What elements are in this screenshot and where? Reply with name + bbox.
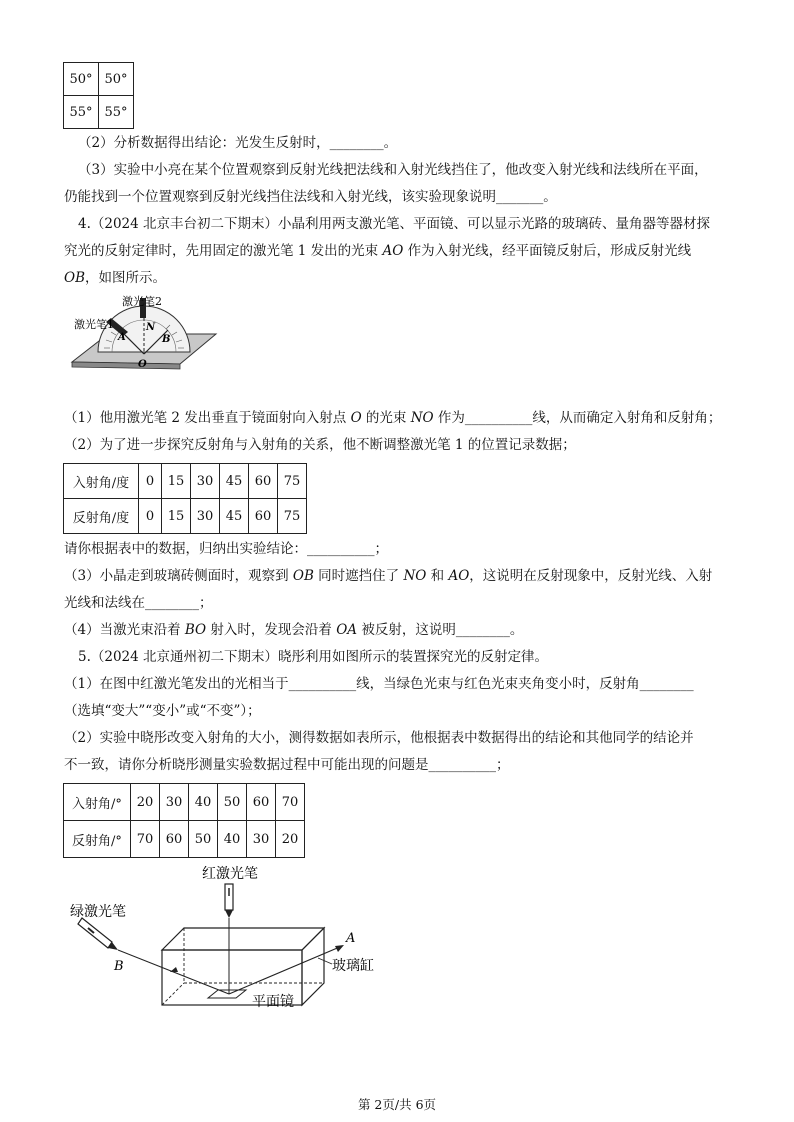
q4-reflection-figure [66,292,226,384]
table-row [64,464,307,499]
table-cell: 30 [247,821,276,858]
q4-angle-table [63,463,307,534]
q4-intro-line3: OB，如图所示。 [64,270,166,286]
table-cell: 50° [64,63,99,96]
table-cell: 20 [276,821,305,858]
table-cell: 70 [131,821,160,858]
q4-part2: （2）为了进一步探究反射角与入射角的关系，他不断调整激光笔 1 的位置记录数据； [64,437,576,453]
q5-part1-line2: （选填“变大”“变小”或“不变”）； [64,703,261,719]
table-cell: 15 [162,499,191,534]
label-B: B [162,334,171,345]
q4-part4: （4）当激光束沿着 BO 射入时，发现会沿着 OA 被反射，这说明________。 [64,622,524,638]
label-pen1: 激光笔1 [74,318,114,331]
table-cell: 55° [64,96,99,129]
table-cell: 45 [220,464,249,499]
q3-part3-line1: （3）实验中小亮在某个位置观察到反射光线把法线和入射光线挡住了，他改变入射光线和法线所在平面， [78,162,708,178]
table-row [64,499,307,534]
table-cell: 60 [247,784,276,821]
q4-part1: （1）他用激光笔 2 发出垂直于镜面射向入射点 O 的光束 NO 作为__________线，从而确定入射角和反射角； [64,410,722,426]
table-row [64,96,134,129]
q4-intro-line2: 究光的反射定律时，先用固定的激光笔 1 发出的光束 AO 作为入射光线，经平面镜反射后，形成反射光线 [64,243,692,259]
table-cell: 50° [99,63,134,96]
q4-part3-line2: 光线和法线在________； [64,595,213,611]
q3-part3-line2: 仍能找到一个位置观察到反射光线挡住法线和入射光线，该实验现象说明_______。 [64,189,557,205]
green-laser-pen [78,918,112,948]
table-cell: 40 [218,821,247,858]
label-pen2: 激光笔2 [122,295,162,308]
red-laser-tip [225,910,233,918]
table-cell: 75 [278,499,307,534]
table-header-cell: 反射角/度 [64,499,139,534]
table-row [64,821,305,858]
table-cell: 15 [162,464,191,499]
table-cell: 40 [189,784,218,821]
label-red-pen: 红激光笔 [202,865,258,881]
table-cell: 45 [220,499,249,534]
table-cell: 75 [278,464,307,499]
page-footer: 第 2页/共 6页 [357,1097,437,1112]
label-mirror: 平面镜 [252,993,294,1009]
q5-part1-line1: （1）在图中红激光笔发出的光相当于__________线，当绿色光束与红色光束夹角变小时，反射角________ [64,676,694,692]
table-cell: 60 [160,821,189,858]
label-B: B [114,959,124,974]
tank-right-face [302,928,324,1005]
tank-hidden-edges [162,928,324,1005]
table-cell: 60 [249,499,278,534]
table-row [64,784,305,821]
table-cell: 60 [249,464,278,499]
label-A: A [346,931,356,946]
table-cell: 30 [191,499,220,534]
top-data-table [63,62,134,129]
q5-intro: 5.（2024 北京通州初二下期末）晓彤利用如图所示的装置探究光的反射定律。 [78,649,549,665]
table-row [64,63,134,96]
label-A: A [118,332,126,343]
table-header-cell: 入射角/° [64,784,131,821]
table-cell: 55° [99,96,134,129]
red-laser-pen [225,884,233,910]
label-O: O [138,359,147,370]
table-cell: 0 [139,499,162,534]
plane-mirror [208,990,246,998]
table-cell: 0 [139,464,162,499]
table-header-cell: 入射角/度 [64,464,139,499]
q3-part2: （2）分析数据得出结论：光发生反射时，________。 [78,135,398,151]
table-cell: 30 [160,784,189,821]
table-header-cell: 反射角/° [64,821,131,858]
q4-conclusion: 请你根据表中的数据，归纳出实验结论：__________； [64,541,388,557]
label-N: N [146,322,156,333]
incident-arrow [170,967,178,972]
q5-part2-line2: 不一致，请你分析晓彤测量实验数据过程中可能出现的问题是__________； [64,757,510,773]
reflected-ray [229,946,342,994]
q4-intro-line1: 4.（2024 北京丰台初二下期末）小晶利用两支激光笔、平面镜、可以显示光路的玻璃砖、量角器等器材探 [78,216,711,232]
table-cell: 70 [276,784,305,821]
table-cell: 50 [218,784,247,821]
label-green-pen: 绿激光笔 [70,903,126,919]
label-tank: 玻璃缸 [332,957,374,973]
tank-top-face [162,928,324,950]
table-cell: 30 [191,464,220,499]
q5-angle-table [63,783,305,858]
q4-part3-line1: （3）小晶走到玻璃砖侧面时，观察到 OB 同时遮挡住了 NO 和 AO，这说明在反射现象中，反射光线、入射 [64,568,713,584]
q5-part2-line1: （2）实验中晓彤改变入射角的大小，测得数据如表所示，他根据表中数据得出的结论和其他同学的结论并 [64,730,694,746]
q5-tank-figure [66,858,396,1023]
table-cell: 20 [131,784,160,821]
table-cell: 50 [189,821,218,858]
reflected-arrow [335,945,344,952]
